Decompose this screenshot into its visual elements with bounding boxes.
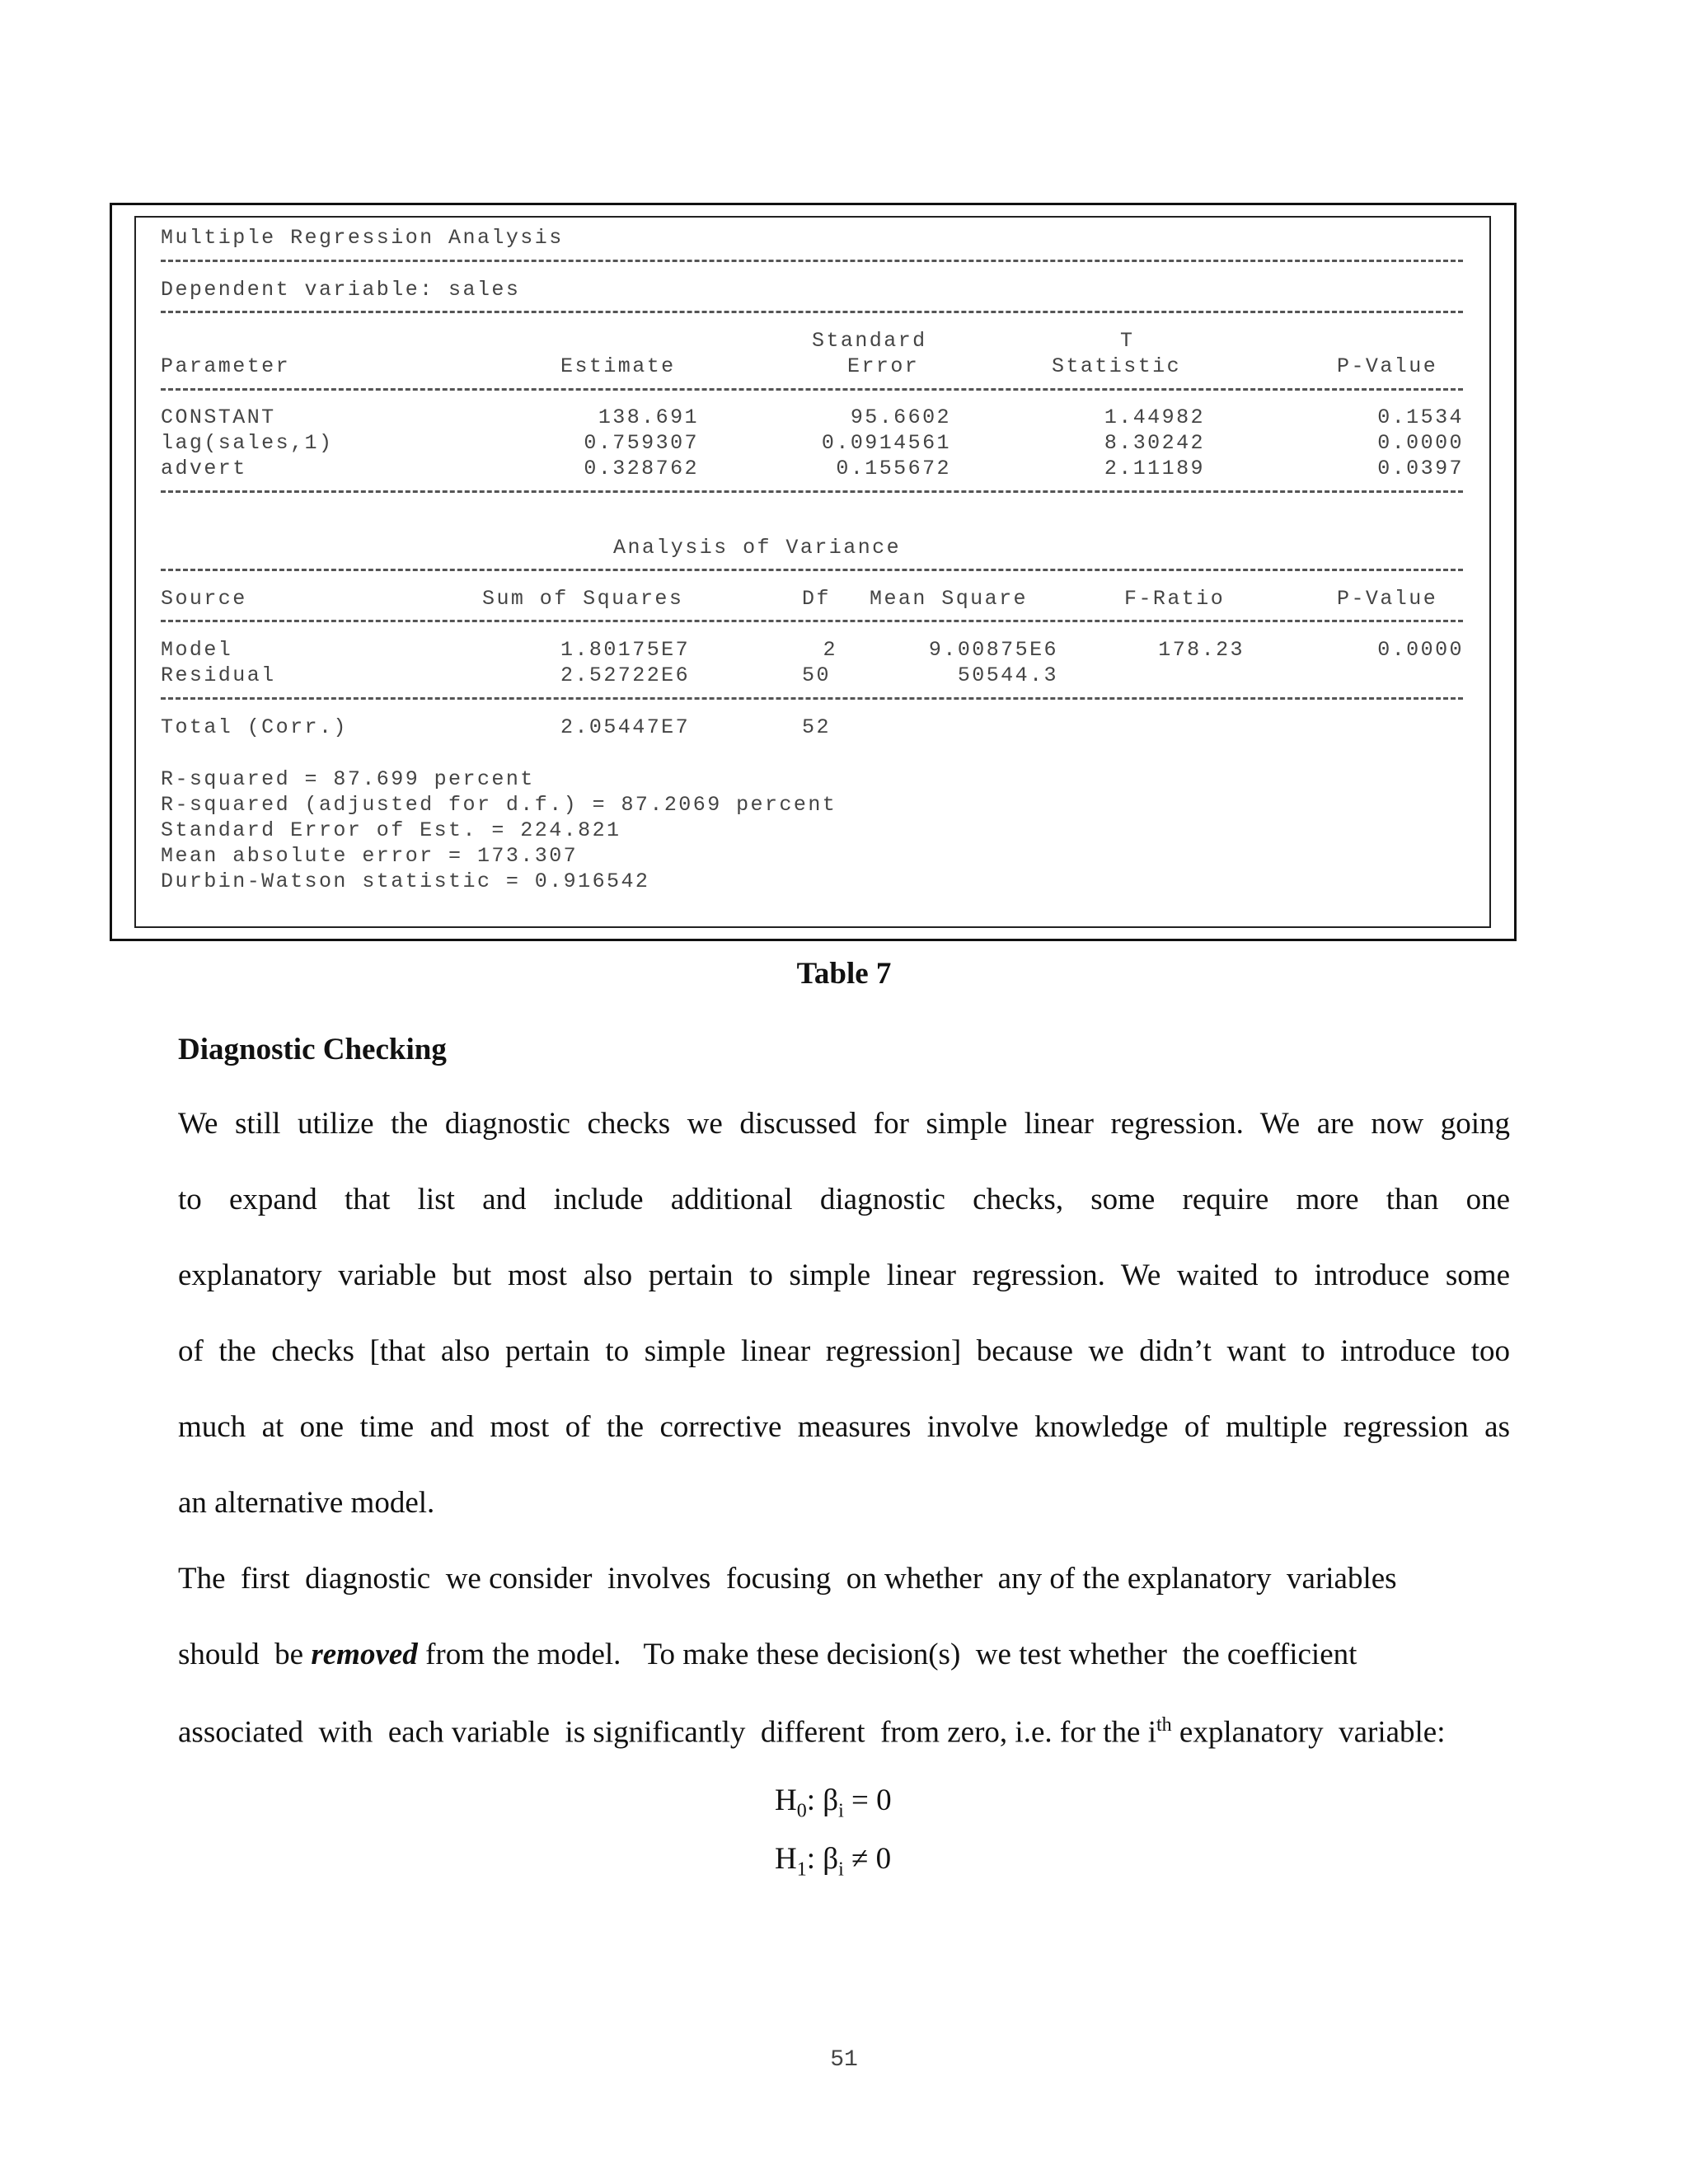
header-statistic: Statistic [1052,354,1182,378]
dependent-variable: Dependent variable: sales [161,278,521,302]
cell-source: Total (Corr.) [161,715,348,739]
stat-line: R-squared (adjusted for d.f.) = 87.2069 percent [161,793,837,817]
header-f-ratio: F-Ratio [1124,587,1226,611]
paragraph-line: The first diagnostic we consider involves focusing on whether any of the explanatory variables [178,1562,1397,1596]
header-estimate: Estimate [560,354,676,378]
header-error: Error [847,354,920,378]
cell-std-error: 0.0914561 [821,431,951,455]
divider [161,311,1463,313]
h-symbol: H [775,1842,797,1876]
divider [161,388,1463,391]
cell-parameter: lag(sales,1) [161,431,334,455]
cell-t-stat: 8.30242 [1104,431,1205,455]
paragraph-line: of the checks [that also pertain to simple linear regression] because we didn’t want to introduce too [178,1336,1510,1368]
header-mean-square: Mean Square [870,587,1028,611]
paragraph-line: an alternative model. [178,1486,435,1520]
paragraph-line: We still utilize the diagnostic checks we discussed for simple linear regression. We are now going [178,1108,1510,1141]
subscript: 0 [796,1800,807,1822]
paragraph-line: explanatory variable but most also pertain to simple linear regression. We waited to introduce some [178,1260,1510,1292]
cell-mean-square: 50544.3 [957,663,1058,687]
stat-line: Mean absolute error = 173.307 [161,844,579,868]
alt-hypothesis [775,1841,891,1881]
cell-std-error: 95.6602 [850,405,951,429]
paragraph-line [178,1714,1510,1750]
cell-df: 2 [823,638,837,662]
section-heading: Diagnostic Checking [178,1033,447,1066]
header-sum-of-squares: Sum of Squares [482,587,684,611]
superscript-th: th [1156,1714,1172,1736]
header-p-value: P-Value [1337,354,1438,378]
text-span: should be [178,1638,312,1671]
cell-t-stat: 1.44982 [1104,405,1205,429]
divider [161,260,1463,262]
header-p-value: P-Value [1337,587,1438,611]
cell-p-value: 0.0397 [1377,457,1464,480]
beta-symbol: : β [806,1842,839,1876]
emphasis-removed: removed [311,1638,418,1671]
header-t: T [1120,329,1135,353]
subscript: i [838,1858,844,1881]
stat-line: Durbin-Watson statistic = 0.916542 [161,869,650,893]
cell-sum-of-squares: 2.52722E6 [560,663,691,687]
cell-source: Model [161,638,233,662]
paragraph-line [178,1639,1510,1670]
cell-p-value: 0.0000 [1377,638,1464,662]
cell-df: 52 [802,715,831,739]
beta-symbol: : β [806,1783,839,1817]
null-hypothesis [775,1783,892,1822]
paragraph-line: much at one time and most of the corrective measures involve knowledge of multiple regression as [178,1412,1510,1444]
hyp-tail: ≠ 0 [843,1842,892,1876]
header-standard: Standard [812,329,927,353]
text-span: associated with each variable is significantly different from zero, i.e. for the i [178,1715,1156,1750]
text-span: from the model. To make these decision(s) we test whether the coefficient [417,1638,1357,1671]
cell-estimate: 0.328762 [584,457,699,480]
subscript: 1 [796,1858,807,1881]
divider [161,620,1463,622]
paragraph-line: to expand that list and include additional diagnostic checks, some require more than one [178,1184,1510,1216]
cell-sum-of-squares: 1.80175E7 [560,638,691,662]
cell-source: Residual [161,663,276,687]
cell-mean-square: 9.00875E6 [928,638,1058,662]
cell-parameter: CONSTANT [161,405,276,429]
text-span: explanatory variable: [1171,1715,1446,1750]
hyp-tail: = 0 [843,1783,892,1817]
cell-t-stat: 2.11189 [1104,457,1205,480]
divider [161,569,1463,571]
regression-title: Multiple Regression Analysis [161,226,564,250]
header-source: Source [161,587,247,611]
cell-parameter: advert [161,457,247,480]
h-symbol: H [775,1783,797,1817]
header-df: Df [802,587,831,611]
header-parameter: Parameter [161,354,291,378]
cell-p-value: 0.0000 [1377,431,1464,455]
cell-sum-of-squares: 2.05447E7 [560,715,691,739]
divider [161,490,1463,493]
cell-df: 50 [802,663,831,687]
anova-title: Analysis of Variance [613,536,902,560]
table-caption: Table 7 [796,957,892,991]
cell-f-ratio: 178.23 [1158,638,1245,662]
stat-line: Standard Error of Est. = 224.821 [161,818,621,842]
cell-estimate: 0.759307 [584,431,699,455]
cell-p-value: 0.1534 [1377,405,1464,429]
divider [161,697,1463,700]
page-number: 51 [830,2047,858,2073]
cell-std-error: 0.155672 [836,457,951,480]
stat-line: R-squared = 87.699 percent [161,767,535,791]
cell-estimate: 138.691 [598,405,699,429]
subscript: i [838,1800,844,1822]
